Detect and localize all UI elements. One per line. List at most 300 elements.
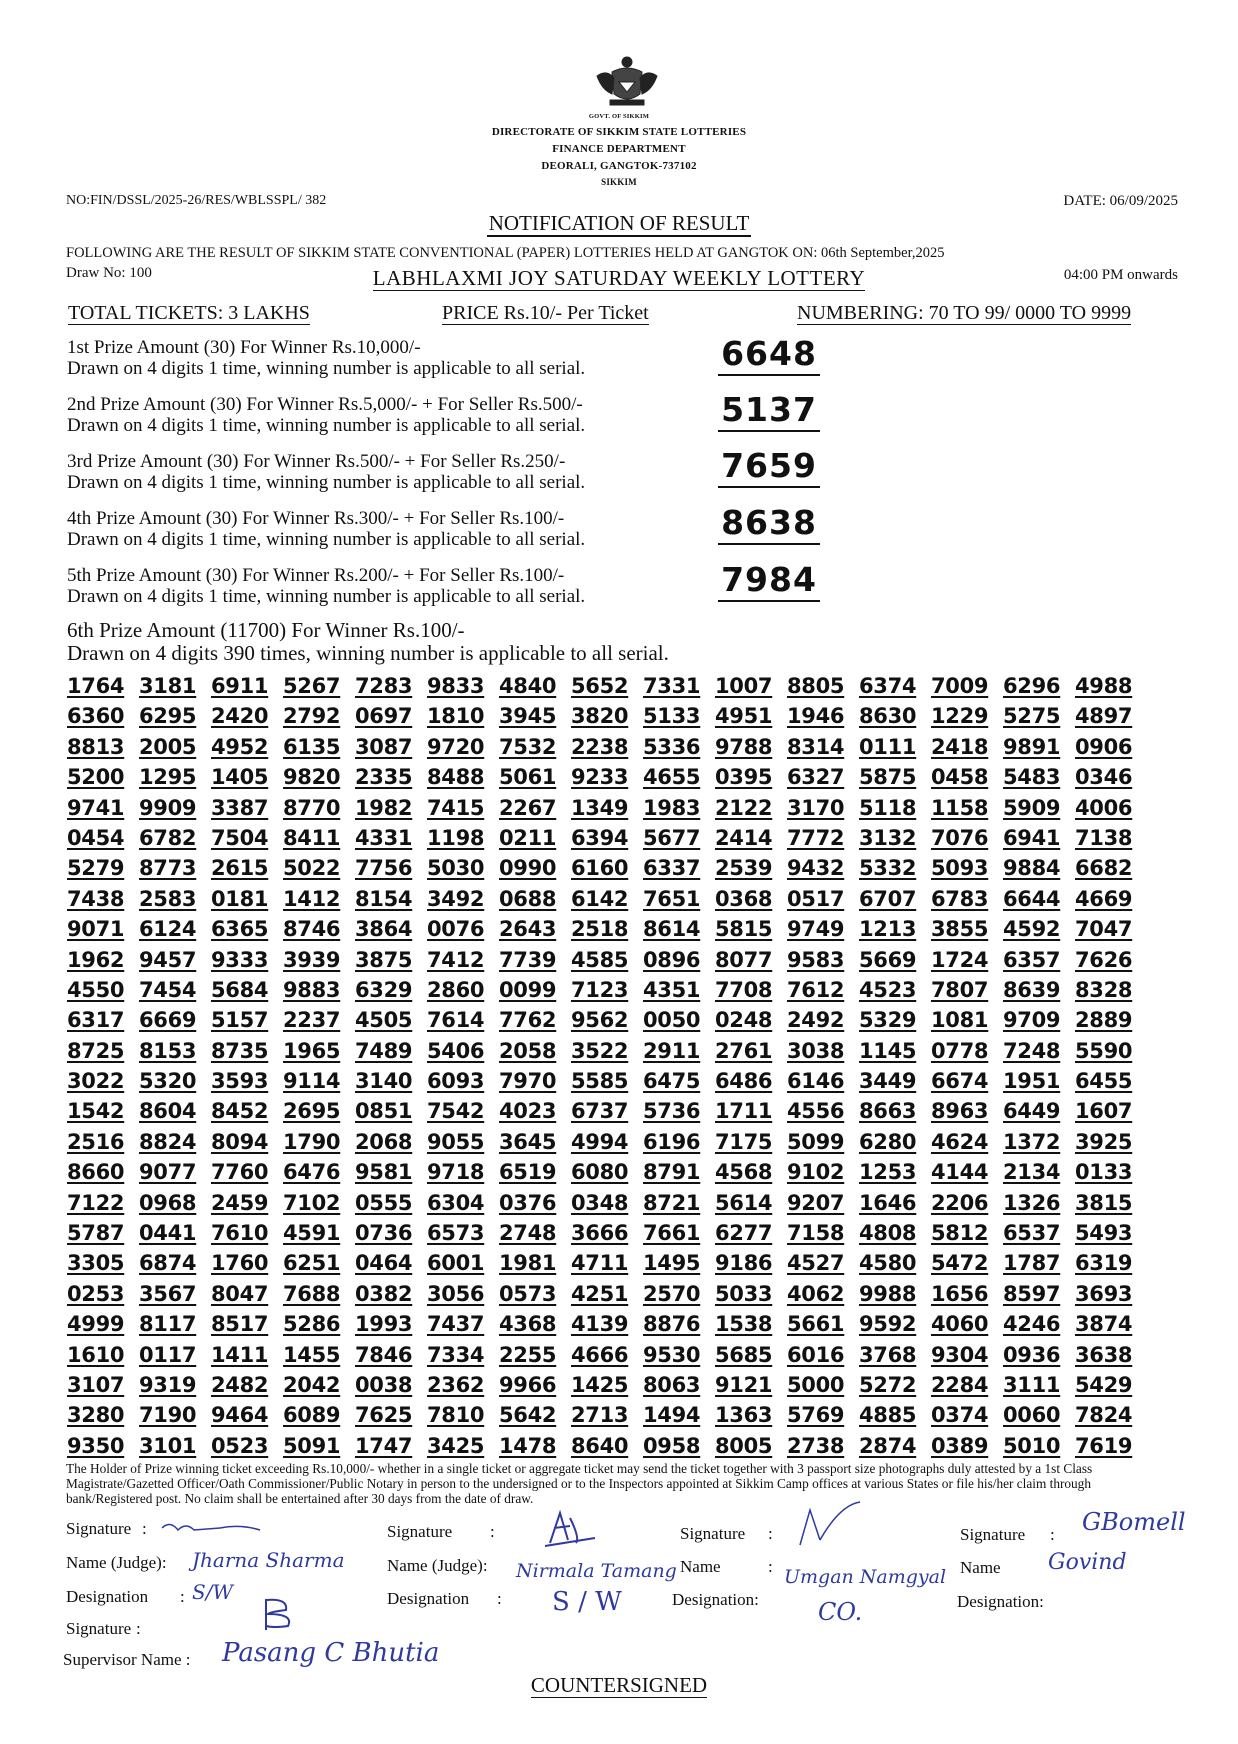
prize-6-number: 0133 [1075, 1160, 1133, 1185]
sig-3-designation-hand: CO. [818, 1598, 863, 1626]
prize-6-number: 1965 [283, 1038, 341, 1063]
prize-6-number: 8314 [787, 734, 845, 759]
prize-6-number: 6296 [1003, 674, 1061, 698]
prize-6-number: 9304 [931, 1342, 989, 1367]
prize-6-number: 8411 [283, 825, 341, 850]
prize-6-number: 1412 [283, 886, 341, 911]
prize-6-number: 6329 [355, 977, 413, 1002]
prize-6-number: 3101 [139, 1433, 197, 1458]
prize-6-number: 3864 [355, 917, 413, 942]
prize-6-number: 3874 [1075, 1312, 1133, 1337]
prize-6-number: 4885 [859, 1403, 917, 1428]
prize-6-number: 3056 [427, 1281, 485, 1306]
prize-6-number: 1411 [211, 1342, 269, 1367]
prize-6-number: 1711 [715, 1099, 773, 1124]
prize-6-number: 5093 [931, 856, 989, 881]
prize-6-number: 6327 [787, 765, 845, 790]
prize-6-number: 1951 [1003, 1069, 1061, 1094]
prize-6-number: 8725 [67, 1038, 125, 1063]
prize-6-number: 0454 [67, 825, 125, 850]
ticket-price: PRICE Rs.10/- Per Ticket [442, 302, 649, 324]
prize-6-number: 0523 [211, 1433, 269, 1458]
prize-6-number: 9102 [787, 1160, 845, 1185]
prize-6-number: 9988 [859, 1281, 917, 1306]
prize-6-number: 6644 [1003, 886, 1061, 911]
prize-6-number: 9530 [643, 1342, 701, 1367]
prize-6-number: 0099 [499, 977, 557, 1002]
prize-6-number: 5336 [643, 734, 701, 759]
prize-6-number: 2420 [211, 704, 269, 729]
prize-6-number: 0896 [643, 947, 701, 972]
prize-6-number: 8047 [211, 1281, 269, 1306]
numbering-range: NUMBERING: 70 TO 99/ 0000 TO 9999 [797, 302, 1132, 324]
prize-6-number: 1993 [355, 1312, 413, 1337]
prize-6-number: 6475 [643, 1069, 701, 1094]
prize-6-number: 4666 [571, 1342, 629, 1367]
prize-6-number: 5493 [1075, 1221, 1133, 1246]
prize-6-number: 5030 [427, 856, 485, 881]
prize-6-number: 0573 [499, 1281, 557, 1306]
prize-6-number: 0060 [1003, 1403, 1061, 1428]
prize-6-number: 7614 [427, 1008, 485, 1033]
sig-1-designation-label: Designation [66, 1587, 149, 1606]
prize-6-number: 4023 [499, 1099, 557, 1124]
prize-6-number: 4368 [499, 1312, 557, 1337]
prize-6-number: 8773 [139, 856, 197, 881]
prize-6-number: 9350 [67, 1433, 125, 1458]
prize-6-number: 3855 [931, 917, 989, 942]
prize-6-number: 9891 [1003, 734, 1061, 759]
prize-6-number: 3107 [67, 1372, 125, 1397]
prize-4-number: 8638 [718, 503, 820, 545]
prize-6-number: 7772 [787, 825, 845, 850]
prize-6-number: 0050 [643, 1008, 701, 1033]
prize-6-number: 2058 [499, 1038, 557, 1063]
prize-6-number: 9788 [715, 734, 773, 759]
prize-6-number: 1610 [67, 1342, 125, 1367]
prize-6-number: 2459 [211, 1190, 269, 1215]
prize-6-number: 4952 [211, 734, 269, 759]
prize-6-number: 4527 [787, 1251, 845, 1276]
prize-6-number: 6674 [931, 1069, 989, 1094]
prize-6-number: 0181 [211, 886, 269, 911]
prize-6-number: 5010 [1003, 1433, 1061, 1458]
prize-6-number: 9233 [571, 765, 629, 790]
prize-6-number: 0736 [355, 1221, 413, 1246]
prize-6-number: 3038 [787, 1038, 845, 1063]
prize-6-number: 4550 [67, 977, 125, 1002]
prize-6-number: 7175 [715, 1129, 773, 1154]
countersigned-label: COUNTERSIGNED [530, 1673, 708, 1697]
prize-6-number: 4006 [1075, 795, 1133, 820]
prize-6-number: 4669 [1075, 886, 1133, 911]
prize-6-number: 2238 [571, 734, 629, 759]
prize-6-number: 8963 [931, 1099, 989, 1124]
supervisor-signature-label: Signature [66, 1619, 132, 1638]
prize-6-number: 0348 [571, 1190, 629, 1215]
prize-6-number: 9741 [67, 795, 125, 820]
prize-6-number: 5875 [859, 765, 917, 790]
prize-6-number: 8117 [139, 1312, 197, 1337]
prize-6-number: 9186 [715, 1251, 773, 1276]
prize-6-number: 7047 [1075, 917, 1133, 942]
prize-6-number: 5590 [1075, 1038, 1133, 1063]
prize-6-number: 6394 [571, 825, 629, 850]
prize-6-number: 2267 [499, 795, 557, 820]
prize-6-number: 4251 [571, 1281, 629, 1306]
prize-6-number: 2748 [499, 1221, 557, 1246]
prize-6-number: 4523 [859, 977, 917, 1002]
prize-6-number: 1656 [931, 1281, 989, 1306]
prize-6-number: 5200 [67, 765, 125, 790]
prize-6-number: 2761 [715, 1038, 773, 1063]
prize-6-number: 0458 [931, 765, 989, 790]
prize-6-number: 6277 [715, 1221, 773, 1246]
prize-6-number: 6337 [643, 856, 701, 881]
prize-6-number: 5000 [787, 1372, 845, 1397]
prize-6-number: 8154 [355, 886, 413, 911]
prize-6-number: 4556 [787, 1099, 845, 1124]
department-label: FINANCE DEPARTMENT [552, 143, 686, 155]
prize-6-number: 7123 [571, 977, 629, 1002]
prize-6-number: 0117 [139, 1342, 197, 1367]
prize-6-number: 6080 [571, 1160, 629, 1185]
prize-6-number: 0968 [139, 1190, 197, 1215]
prize-6-number: 3638 [1075, 1342, 1133, 1367]
prize-6-number: 4139 [571, 1312, 629, 1337]
prize-6-number: 1787 [1003, 1251, 1061, 1276]
prize-6-number: 7661 [643, 1221, 701, 1246]
prize-6-number: 0346 [1075, 765, 1133, 790]
prize-6-number: 5061 [499, 765, 557, 790]
prize-6-number: 9071 [67, 917, 125, 942]
prize-6-number: 4994 [571, 1129, 629, 1154]
prize-6-number: 7532 [499, 734, 557, 759]
prize-6-number: 3425 [427, 1433, 485, 1458]
prize-6-number: 7619 [1075, 1433, 1133, 1458]
prize-6-number: 8630 [859, 704, 917, 729]
prize-6-number: 7438 [67, 886, 125, 911]
prize-6-number: 1790 [283, 1129, 341, 1154]
prize-6-number: 2583 [139, 886, 197, 911]
prize-6-number: 4580 [859, 1251, 917, 1276]
prize-6-number: 2911 [643, 1038, 701, 1063]
prize-6-number: 5585 [571, 1069, 629, 1094]
prize-6-number: 0697 [355, 704, 413, 729]
prize-6-number: 5787 [67, 1221, 125, 1246]
prize-6-number: 4999 [67, 1312, 125, 1337]
prize-6-number: 9966 [499, 1372, 557, 1397]
prize-6-number: 9820 [283, 765, 341, 790]
prize-6-number: 5279 [67, 856, 125, 881]
prize-6-number: 8663 [859, 1099, 917, 1124]
prize-6-number: 0958 [643, 1433, 701, 1458]
prize-6-number: 3111 [1003, 1372, 1061, 1397]
prize-6-number: 2492 [787, 1008, 845, 1033]
prize-6-number: 2874 [859, 1433, 917, 1458]
prize-6-number: 7756 [355, 856, 413, 881]
prize-6-number: 0368 [715, 886, 773, 911]
prize-6-number: 5329 [859, 1008, 917, 1033]
prize-6-number: 1538 [715, 1312, 773, 1337]
prize-6-number: 7283 [355, 674, 413, 698]
prize-5-description: 5th Prize Amount (30) For Winner Rs.200/- + For Seller Rs.100/- Drawn on 4 digits 1 time, winning number is applicable to all serial. [67, 565, 586, 607]
prize-3-number: 7659 [718, 446, 820, 488]
prize-6-number: 5267 [283, 674, 341, 698]
prize-6-number: 5472 [931, 1251, 989, 1276]
prize-6-number: 1724 [931, 947, 989, 972]
prize-6-number: 5091 [283, 1433, 341, 1458]
prize-6-number: 1810 [427, 704, 485, 729]
prize-6-number: 7760 [211, 1160, 269, 1185]
prize-6-number: 4592 [1003, 917, 1061, 942]
prize-6-number: 8604 [139, 1099, 197, 1124]
prize-6-number: 4505 [355, 1008, 413, 1033]
prize-6-number: 3140 [355, 1069, 413, 1094]
prize-6-number: 9720 [427, 734, 485, 759]
prize-6-number: 4585 [571, 947, 629, 972]
prize-6-number: 0374 [931, 1403, 989, 1428]
prize-6-number: 7810 [427, 1403, 485, 1428]
sig-2-name-hand: Nirmala Tamang [516, 1560, 677, 1582]
prize-6-number: 5099 [787, 1129, 845, 1154]
following-text: FOLLOWING ARE THE RESULT OF SIKKIM STATE CONVENTIONAL (PAPER) LOTTERIES HELD AT GANGTOK ON: 06th September,2025 [66, 245, 945, 261]
prize-6-number: 7626 [1075, 947, 1133, 972]
directorate-label: DIRECTORATE OF SIKKIM STATE LOTTERIES [491, 126, 747, 138]
prize-6-number: 1455 [283, 1342, 341, 1367]
prize-6-number: 1962 [67, 947, 125, 972]
prize-6-number: 5652 [571, 674, 629, 698]
reference-number: NO:FIN/DSSL/2025-26/RES/WBLSSPL/ 382 [66, 193, 327, 208]
prize-6-number: 6360 [67, 704, 125, 729]
prize-6-number: 6160 [571, 856, 629, 881]
prize-6-number: 7248 [1003, 1038, 1061, 1063]
prize-6-number: 3925 [1075, 1129, 1133, 1154]
prize-6-number: 1760 [211, 1251, 269, 1276]
prize-6-number: 7076 [931, 825, 989, 850]
prize-6-number: 5033 [715, 1281, 773, 1306]
prize-6-number: 8813 [67, 734, 125, 759]
state-emblem-icon [592, 54, 662, 114]
prize-6-number: 3875 [355, 947, 413, 972]
draw-time: 04:00 PM onwards [1063, 267, 1178, 283]
prize-6-number: 7739 [499, 947, 557, 972]
sig-1-name-label: Name (Judge): [66, 1553, 167, 1572]
prize-6-number: 8824 [139, 1129, 197, 1154]
prize-6-number: 7331 [643, 674, 701, 698]
sig-2-name-label: Name (Judge): [387, 1556, 488, 1575]
prize-6-number: 7651 [643, 886, 701, 911]
prize-6-number: 2237 [283, 1008, 341, 1033]
prize-2-number: 5137 [718, 390, 820, 432]
prize-6-number: 0441 [139, 1221, 197, 1246]
prize-6-number: 6519 [499, 1160, 557, 1185]
prize-6-number: 1007 [715, 674, 773, 698]
prize-6-number: 3820 [571, 704, 629, 729]
prize-6-number: 7504 [211, 825, 269, 850]
prize-6-number: 3522 [571, 1038, 629, 1063]
prize-6-number: 1326 [1003, 1190, 1061, 1215]
prize-6-number: 9432 [787, 856, 845, 881]
prize-6-number: 6016 [787, 1342, 845, 1367]
sig-3-name-label: Name [680, 1557, 721, 1576]
sig-1-name-hand: Jharna Sharma [192, 1548, 345, 1572]
total-tickets: TOTAL TICKETS: 3 LAKHS [68, 302, 310, 324]
prize-6-number: 6455 [1075, 1069, 1133, 1094]
prize-6-number: 9333 [211, 947, 269, 972]
prize-6-number: 0936 [1003, 1342, 1061, 1367]
prize-6-number: 8005 [715, 1433, 773, 1458]
prize-6-number: 9592 [859, 1312, 917, 1337]
prize-6-number: 8791 [643, 1160, 701, 1185]
prize-6-number: 7489 [355, 1038, 413, 1063]
sig-3-signature-mark [790, 1500, 870, 1550]
prize-6-number: 6486 [715, 1069, 773, 1094]
prize-6-number: 7807 [931, 977, 989, 1002]
prize-6-number: 1981 [499, 1251, 557, 1276]
prize-6-number: 7625 [355, 1403, 413, 1428]
prize-6-number: 6280 [859, 1129, 917, 1154]
prize-6-number: 7824 [1075, 1403, 1133, 1428]
sig-4-name-hand: Govind [1048, 1550, 1127, 1575]
prize-6-number: 1372 [1003, 1129, 1061, 1154]
prize-6-number: 6449 [1003, 1099, 1061, 1124]
prize-6-number: 9457 [139, 947, 197, 972]
prize-6-number: 1982 [355, 795, 413, 820]
prize-6-number: 5685 [715, 1342, 773, 1367]
prize-6-number: 0395 [715, 765, 773, 790]
prize-6-number: 1425 [571, 1372, 629, 1397]
prize-6-number: 7437 [427, 1312, 485, 1337]
prize-6-number: 0376 [499, 1190, 557, 1215]
notice-date: DATE: 06/09/2025 [1063, 193, 1178, 209]
address-label: DEORALI, GANGTOK-737102 [541, 160, 697, 172]
prize-6-number: 8488 [427, 765, 485, 790]
prize-6-number: 0038 [355, 1372, 413, 1397]
prize-6-number: 1764 [67, 674, 125, 698]
prize-6-number: 6089 [283, 1403, 341, 1428]
prize-6-number: 4568 [715, 1160, 773, 1185]
prize-6-number: 3666 [571, 1221, 629, 1246]
prize-6-number: 6737 [571, 1099, 629, 1124]
prize-6-number: 8063 [643, 1372, 701, 1397]
prize-6-number: 2713 [571, 1403, 629, 1428]
prize-6-number: 2206 [931, 1190, 989, 1215]
prize-6-number: 0211 [499, 825, 557, 850]
prize-6-number: 3567 [139, 1281, 197, 1306]
prize-6-number: 9077 [139, 1160, 197, 1185]
prize-6-number: 3945 [499, 704, 557, 729]
prize-6-number: 6001 [427, 1251, 485, 1276]
prize-6-number: 5909 [1003, 795, 1061, 820]
prize-6-number: 2792 [283, 704, 341, 729]
prize-6-number: 7009 [931, 674, 989, 698]
prize-6-number: 3693 [1075, 1281, 1133, 1306]
prize-6-number: 1405 [211, 765, 269, 790]
prize-6-number: 7762 [499, 1008, 557, 1033]
prize-6-number: 0389 [931, 1433, 989, 1458]
supervisor-name-label: Supervisor Name : [63, 1650, 191, 1669]
prize-6-number: 9833 [427, 674, 485, 698]
sig-2-designation-hand: S / W [552, 1587, 622, 1617]
prize-6-number: 2418 [931, 734, 989, 759]
prize-6-number: 4808 [859, 1221, 917, 1246]
prize-6-number: 7846 [355, 1342, 413, 1367]
prize-6-number-grid [67, 672, 1147, 1462]
prize-6-number: 3645 [499, 1129, 557, 1154]
prize-6-number: 3387 [211, 795, 269, 820]
govt-label: GOVT. OF SIKKIM [588, 113, 650, 120]
prize-6-number: 2284 [931, 1372, 989, 1397]
prize-6-number: 2643 [499, 917, 557, 942]
prize-6-number: 4351 [643, 977, 701, 1002]
prize-6-number: 8746 [283, 917, 341, 942]
prize-6-number: 8153 [139, 1038, 197, 1063]
prize-1-number: 6648 [718, 334, 820, 376]
prize-6-number: 9464 [211, 1403, 269, 1428]
prize-6-number: 9114 [283, 1069, 341, 1094]
prize-6-number: 9581 [355, 1160, 413, 1185]
prize-6-number: 9884 [1003, 856, 1061, 881]
prize-6-number: 4062 [787, 1281, 845, 1306]
prize-6-number: 0906 [1075, 734, 1133, 759]
prize-6-number: 1295 [139, 765, 197, 790]
prize-6-number: 4246 [1003, 1312, 1061, 1337]
prize-6-number: 2615 [211, 856, 269, 881]
prize-6-number: 3181 [139, 674, 197, 698]
prize-6-number: 6782 [139, 825, 197, 850]
prize-6-number: 2860 [427, 977, 485, 1002]
prize-6-number: 3815 [1075, 1190, 1133, 1215]
prize-6-number: 3305 [67, 1251, 125, 1276]
prize-6-number: 5286 [283, 1312, 341, 1337]
prize-6-number: 7412 [427, 947, 485, 972]
prize-6-number: 1229 [931, 704, 989, 729]
prize-6-number: 0464 [355, 1251, 413, 1276]
draw-number: Draw No: 100 [66, 265, 152, 281]
prize-6-number: 2570 [643, 1281, 701, 1306]
prize-6-number: 3593 [211, 1069, 269, 1094]
prize-6-number: 7415 [427, 795, 485, 820]
prize-6-number: 8094 [211, 1129, 269, 1154]
prize-6-number: 4840 [499, 674, 557, 698]
prize-6-number: 9562 [571, 1008, 629, 1033]
prize-6-number: 3449 [859, 1069, 917, 1094]
supervisor-signature-mark [258, 1596, 298, 1632]
prize-6-number: 1158 [931, 795, 989, 820]
prize-6-number: 6304 [427, 1190, 485, 1215]
prize-6-number: 7454 [139, 977, 197, 1002]
prize-6-number: 6124 [139, 917, 197, 942]
sig-3-designation-label: Designation: [672, 1590, 759, 1609]
prize-6-number: 4624 [931, 1129, 989, 1154]
sig-2-signature-mark [540, 1508, 600, 1548]
prize-6-number: 0111 [859, 734, 917, 759]
prize-6-number: 3022 [67, 1069, 125, 1094]
prize-4-description: 4th Prize Amount (30) For Winner Rs.300/- + For Seller Rs.100/- Drawn on 4 digits 1 time, winning number is applicable to all serial. [67, 508, 586, 550]
prize-6-number: 5642 [499, 1403, 557, 1428]
prize-6-number: 2134 [1003, 1160, 1061, 1185]
prize-6-number: 9055 [427, 1129, 485, 1154]
sig-2-signature-label: Signature [387, 1522, 453, 1541]
prize-6-number: 8770 [283, 795, 341, 820]
sig-1-signature-mark [160, 1518, 290, 1538]
prize-6-number: 9749 [787, 917, 845, 942]
prize-6-number: 7688 [283, 1281, 341, 1306]
prize-6-number: 8805 [787, 674, 845, 698]
prize-6-number: 0517 [787, 886, 845, 911]
prize-6-number: 1478 [499, 1433, 557, 1458]
